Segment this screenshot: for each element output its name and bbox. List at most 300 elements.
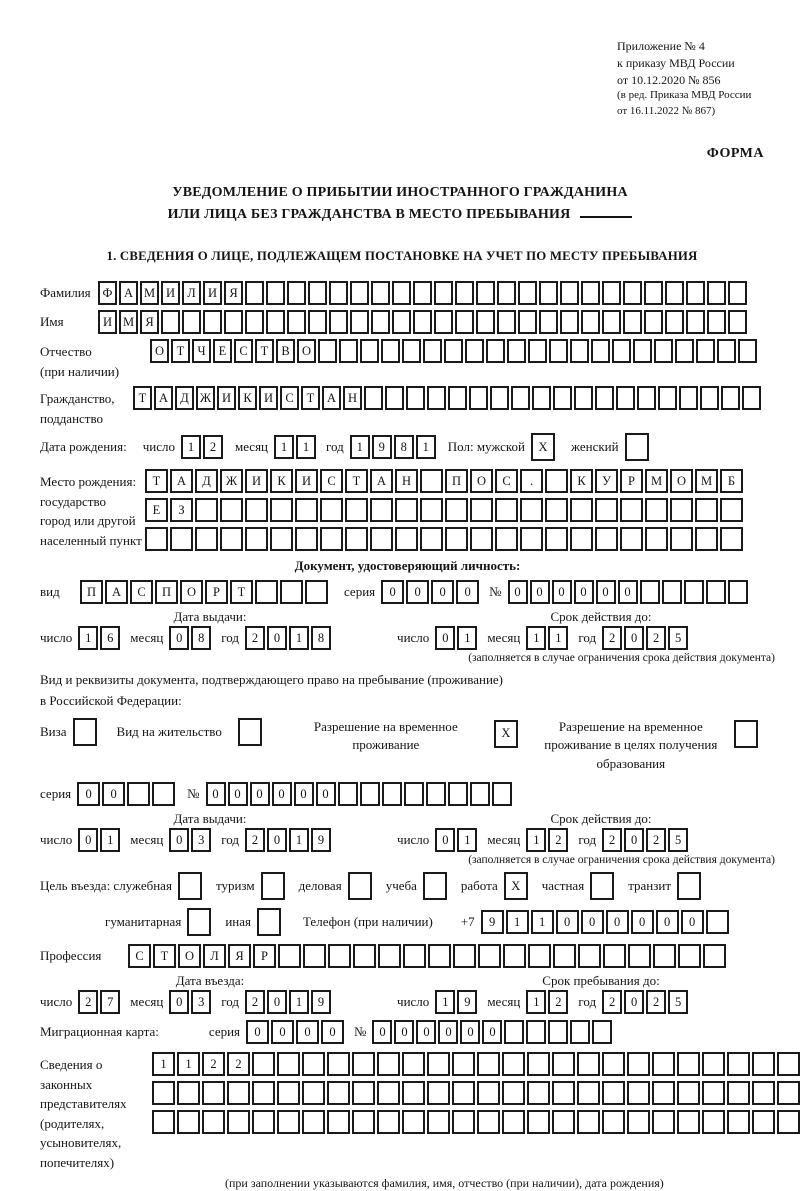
- char-cell[interactable]: [423, 872, 447, 900]
- char-cell[interactable]: [378, 944, 401, 968]
- char-cell[interactable]: А: [154, 386, 173, 410]
- char-cell[interactable]: 9: [457, 990, 477, 1014]
- char-cell[interactable]: [470, 498, 493, 522]
- representatives-field-row2[interactable]: [152, 1081, 802, 1105]
- doc-number-field[interactable]: [508, 580, 750, 604]
- char-cell[interactable]: 0: [228, 782, 248, 806]
- firstname-field[interactable]: [98, 310, 749, 334]
- char-cell[interactable]: [560, 310, 579, 334]
- char-cell[interactable]: [238, 718, 262, 746]
- char-cell[interactable]: 0: [394, 1020, 414, 1044]
- char-cell[interactable]: [338, 782, 358, 806]
- char-cell[interactable]: 0: [624, 828, 644, 852]
- char-cell[interactable]: 1: [416, 435, 436, 459]
- char-cell[interactable]: [308, 281, 327, 305]
- char-cell[interactable]: [327, 1081, 350, 1105]
- char-cell[interactable]: [495, 527, 518, 551]
- char-cell[interactable]: [266, 310, 285, 334]
- char-cell[interactable]: [591, 339, 610, 363]
- doc-valid-day-field[interactable]: [435, 626, 479, 650]
- char-cell[interactable]: [127, 782, 150, 806]
- char-cell[interactable]: [777, 1052, 800, 1076]
- char-cell[interactable]: [602, 1052, 625, 1076]
- char-cell[interactable]: [308, 310, 327, 334]
- char-cell[interactable]: [266, 281, 285, 305]
- char-cell[interactable]: 0: [169, 990, 189, 1014]
- surname-field[interactable]: [98, 281, 749, 305]
- char-cell[interactable]: [616, 386, 635, 410]
- char-cell[interactable]: 9: [481, 910, 504, 934]
- char-cell[interactable]: 2: [245, 990, 265, 1014]
- char-cell[interactable]: 1: [526, 626, 546, 650]
- char-cell[interactable]: В: [276, 339, 295, 363]
- char-cell[interactable]: X: [494, 720, 518, 748]
- char-cell[interactable]: X: [504, 872, 528, 900]
- char-cell[interactable]: 1: [435, 990, 455, 1014]
- char-cell[interactable]: [413, 281, 432, 305]
- char-cell[interactable]: [640, 580, 660, 604]
- char-cell[interactable]: [382, 782, 402, 806]
- visa-checkbox[interactable]: [73, 718, 99, 746]
- char-cell[interactable]: 8: [311, 626, 331, 650]
- char-cell[interactable]: [678, 944, 701, 968]
- char-cell[interactable]: [502, 1081, 525, 1105]
- char-cell[interactable]: [328, 944, 351, 968]
- char-cell[interactable]: 0: [456, 580, 479, 604]
- char-cell[interactable]: [623, 310, 642, 334]
- char-cell[interactable]: [252, 1052, 275, 1076]
- char-cell[interactable]: [507, 339, 526, 363]
- char-cell[interactable]: [553, 944, 576, 968]
- doc-issue-day-field[interactable]: [78, 626, 122, 650]
- doc-issue-month-field[interactable]: [169, 626, 213, 650]
- char-cell[interactable]: [738, 339, 757, 363]
- entry-month-field[interactable]: [169, 990, 213, 1014]
- res-valid-day-field[interactable]: [435, 828, 479, 852]
- char-cell[interactable]: 1: [296, 435, 316, 459]
- entry-year-field[interactable]: [245, 990, 333, 1014]
- char-cell[interactable]: [360, 782, 380, 806]
- char-cell[interactable]: Т: [171, 339, 190, 363]
- char-cell[interactable]: [570, 498, 593, 522]
- char-cell[interactable]: И: [217, 386, 236, 410]
- char-cell[interactable]: [527, 1052, 550, 1076]
- res-issue-year-field[interactable]: [245, 828, 333, 852]
- sex-female-checkbox[interactable]: [625, 433, 651, 461]
- char-cell[interactable]: [511, 386, 530, 410]
- char-cell[interactable]: [452, 1110, 475, 1134]
- char-cell[interactable]: 9: [311, 828, 331, 852]
- char-cell[interactable]: 0: [552, 580, 572, 604]
- char-cell[interactable]: [545, 498, 568, 522]
- char-cell[interactable]: [261, 872, 285, 900]
- char-cell[interactable]: [734, 720, 758, 748]
- char-cell[interactable]: 9: [372, 435, 392, 459]
- char-cell[interactable]: [552, 1110, 575, 1134]
- char-cell[interactable]: 2: [202, 1052, 225, 1076]
- char-cell[interactable]: М: [119, 310, 138, 334]
- char-cell[interactable]: [295, 498, 318, 522]
- char-cell[interactable]: [578, 944, 601, 968]
- char-cell[interactable]: 1: [181, 435, 201, 459]
- purpose-study-checkbox[interactable]: [423, 872, 449, 900]
- char-cell[interactable]: [224, 310, 243, 334]
- char-cell[interactable]: [182, 310, 201, 334]
- char-cell[interactable]: [195, 527, 218, 551]
- char-cell[interactable]: 0: [316, 782, 336, 806]
- mig-number-field[interactable]: [372, 1020, 614, 1044]
- char-cell[interactable]: 8: [191, 626, 211, 650]
- char-cell[interactable]: 0: [431, 580, 454, 604]
- char-cell[interactable]: [428, 944, 451, 968]
- char-cell[interactable]: [320, 498, 343, 522]
- residence-permit-checkbox[interactable]: [238, 718, 264, 746]
- stay-year-field[interactable]: [602, 990, 690, 1014]
- char-cell[interactable]: П: [445, 469, 468, 493]
- char-cell[interactable]: [628, 944, 651, 968]
- char-cell[interactable]: [679, 386, 698, 410]
- char-cell[interactable]: 1: [531, 910, 554, 934]
- char-cell[interactable]: [352, 1052, 375, 1076]
- birth-year-field[interactable]: [350, 435, 438, 459]
- char-cell[interactable]: [645, 527, 668, 551]
- char-cell[interactable]: [720, 527, 743, 551]
- char-cell[interactable]: [302, 1081, 325, 1105]
- purpose-business-checkbox[interactable]: [178, 872, 204, 900]
- char-cell[interactable]: 2: [602, 990, 622, 1014]
- char-cell[interactable]: Ж: [220, 469, 243, 493]
- char-cell[interactable]: [245, 498, 268, 522]
- res-valid-month-field[interactable]: [526, 828, 570, 852]
- char-cell[interactable]: [662, 580, 682, 604]
- char-cell[interactable]: 0: [435, 828, 455, 852]
- birthplace-field-row1[interactable]: [145, 469, 745, 493]
- char-cell[interactable]: [350, 310, 369, 334]
- char-cell[interactable]: 0: [169, 828, 189, 852]
- char-cell[interactable]: С: [128, 944, 151, 968]
- char-cell[interactable]: [595, 386, 614, 410]
- char-cell[interactable]: [420, 527, 443, 551]
- char-cell[interactable]: [653, 944, 676, 968]
- char-cell[interactable]: [423, 339, 442, 363]
- char-cell[interactable]: 1: [78, 626, 98, 650]
- char-cell[interactable]: [455, 310, 474, 334]
- char-cell[interactable]: [370, 498, 393, 522]
- char-cell[interactable]: [574, 386, 593, 410]
- char-cell[interactable]: Я: [228, 944, 251, 968]
- char-cell[interactable]: 2: [203, 435, 223, 459]
- char-cell[interactable]: [677, 1110, 700, 1134]
- char-cell[interactable]: 0: [267, 990, 287, 1014]
- char-cell[interactable]: [623, 281, 642, 305]
- char-cell[interactable]: [287, 310, 306, 334]
- doc-valid-year-field[interactable]: [602, 626, 690, 650]
- char-cell[interactable]: [603, 944, 626, 968]
- char-cell[interactable]: 0: [267, 626, 287, 650]
- char-cell[interactable]: [395, 498, 418, 522]
- char-cell[interactable]: [402, 1052, 425, 1076]
- char-cell[interactable]: 0: [530, 580, 550, 604]
- char-cell[interactable]: [465, 339, 484, 363]
- char-cell[interactable]: 2: [602, 626, 622, 650]
- temp-residence-checkbox[interactable]: [494, 720, 520, 748]
- char-cell[interactable]: 0: [656, 910, 679, 934]
- char-cell[interactable]: [602, 310, 621, 334]
- char-cell[interactable]: 0: [435, 626, 455, 650]
- char-cell[interactable]: [377, 1081, 400, 1105]
- char-cell[interactable]: [280, 580, 303, 604]
- char-cell[interactable]: [518, 281, 537, 305]
- char-cell[interactable]: 2: [548, 990, 568, 1014]
- char-cell[interactable]: К: [270, 469, 293, 493]
- char-cell[interactable]: [577, 1052, 600, 1076]
- char-cell[interactable]: И: [203, 281, 222, 305]
- char-cell[interactable]: [277, 1110, 300, 1134]
- char-cell[interactable]: [427, 386, 446, 410]
- char-cell[interactable]: [637, 386, 656, 410]
- char-cell[interactable]: [528, 339, 547, 363]
- char-cell[interactable]: [686, 310, 705, 334]
- char-cell[interactable]: [476, 310, 495, 334]
- char-cell[interactable]: [700, 386, 719, 410]
- char-cell[interactable]: [665, 310, 684, 334]
- char-cell[interactable]: [702, 1110, 725, 1134]
- char-cell[interactable]: [152, 782, 175, 806]
- char-cell[interactable]: [528, 944, 551, 968]
- char-cell[interactable]: [453, 944, 476, 968]
- char-cell[interactable]: [728, 310, 747, 334]
- char-cell[interactable]: [352, 1081, 375, 1105]
- char-cell[interactable]: [371, 281, 390, 305]
- char-cell[interactable]: [177, 1081, 200, 1105]
- char-cell[interactable]: П: [80, 580, 103, 604]
- char-cell[interactable]: [370, 527, 393, 551]
- mig-series-field[interactable]: [246, 1020, 346, 1044]
- char-cell[interactable]: [742, 386, 761, 410]
- char-cell[interactable]: 1: [289, 626, 309, 650]
- char-cell[interactable]: 6: [100, 626, 120, 650]
- char-cell[interactable]: 0: [272, 782, 292, 806]
- char-cell[interactable]: 0: [631, 910, 654, 934]
- char-cell[interactable]: [670, 498, 693, 522]
- char-cell[interactable]: 1: [526, 990, 546, 1014]
- char-cell[interactable]: [203, 310, 222, 334]
- char-cell[interactable]: З: [170, 498, 193, 522]
- char-cell[interactable]: 0: [624, 990, 644, 1014]
- doc-kind-field[interactable]: [80, 580, 330, 604]
- purpose-commercial-checkbox[interactable]: [348, 872, 374, 900]
- char-cell[interactable]: [348, 872, 372, 900]
- purpose-humanitarian-checkbox[interactable]: [187, 908, 213, 936]
- char-cell[interactable]: [658, 386, 677, 410]
- char-cell[interactable]: [490, 386, 509, 410]
- char-cell[interactable]: [777, 1081, 800, 1105]
- char-cell[interactable]: [644, 281, 663, 305]
- char-cell[interactable]: [602, 1081, 625, 1105]
- char-cell[interactable]: [527, 1110, 550, 1134]
- char-cell[interactable]: [703, 944, 726, 968]
- char-cell[interactable]: [202, 1110, 225, 1134]
- char-cell[interactable]: С: [495, 469, 518, 493]
- char-cell[interactable]: 2: [646, 828, 666, 852]
- char-cell[interactable]: [717, 339, 736, 363]
- char-cell[interactable]: [470, 527, 493, 551]
- char-cell[interactable]: [696, 339, 715, 363]
- char-cell[interactable]: А: [105, 580, 128, 604]
- char-cell[interactable]: [492, 782, 512, 806]
- profession-field[interactable]: [128, 944, 728, 968]
- char-cell[interactable]: Л: [203, 944, 226, 968]
- char-cell[interactable]: [504, 1020, 524, 1044]
- char-cell[interactable]: [727, 1052, 750, 1076]
- char-cell[interactable]: [728, 281, 747, 305]
- char-cell[interactable]: Р: [620, 469, 643, 493]
- res-issue-day-field[interactable]: [78, 828, 122, 852]
- char-cell[interactable]: Р: [253, 944, 276, 968]
- char-cell[interactable]: М: [645, 469, 668, 493]
- char-cell[interactable]: 0: [618, 580, 638, 604]
- char-cell[interactable]: [360, 339, 379, 363]
- char-cell[interactable]: [502, 1110, 525, 1134]
- char-cell[interactable]: [178, 872, 202, 900]
- char-cell[interactable]: [728, 580, 748, 604]
- char-cell[interactable]: [752, 1081, 775, 1105]
- char-cell[interactable]: [592, 1020, 612, 1044]
- char-cell[interactable]: [270, 527, 293, 551]
- char-cell[interactable]: [539, 310, 558, 334]
- representatives-field-row3[interactable]: [152, 1110, 802, 1134]
- char-cell[interactable]: Т: [345, 469, 368, 493]
- char-cell[interactable]: [549, 339, 568, 363]
- char-cell[interactable]: [278, 944, 301, 968]
- char-cell[interactable]: [73, 718, 97, 746]
- char-cell[interactable]: [170, 527, 193, 551]
- char-cell[interactable]: 5: [668, 990, 688, 1014]
- char-cell[interactable]: [227, 1110, 250, 1134]
- char-cell[interactable]: [302, 1052, 325, 1076]
- char-cell[interactable]: Л: [182, 281, 201, 305]
- char-cell[interactable]: [527, 1081, 550, 1105]
- representatives-field-row1[interactable]: [152, 1052, 802, 1076]
- char-cell[interactable]: [152, 1110, 175, 1134]
- char-cell[interactable]: [252, 1081, 275, 1105]
- char-cell[interactable]: 0: [556, 910, 579, 934]
- char-cell[interactable]: [752, 1052, 775, 1076]
- char-cell[interactable]: 3: [191, 990, 211, 1014]
- char-cell[interactable]: 1: [289, 990, 309, 1014]
- res-valid-year-field[interactable]: [602, 828, 690, 852]
- char-cell[interactable]: Т: [153, 944, 176, 968]
- char-cell[interactable]: 8: [394, 435, 414, 459]
- char-cell[interactable]: [520, 498, 543, 522]
- char-cell[interactable]: [702, 1081, 725, 1105]
- char-cell[interactable]: [444, 339, 463, 363]
- edu-residence-checkbox[interactable]: [734, 720, 760, 748]
- doc-valid-month-field[interactable]: [526, 626, 570, 650]
- char-cell[interactable]: [270, 498, 293, 522]
- purpose-work-checkbox[interactable]: [504, 872, 530, 900]
- char-cell[interactable]: 2: [646, 626, 666, 650]
- char-cell[interactable]: 0: [250, 782, 270, 806]
- char-cell[interactable]: С: [280, 386, 299, 410]
- char-cell[interactable]: О: [670, 469, 693, 493]
- char-cell[interactable]: Т: [255, 339, 274, 363]
- char-cell[interactable]: [413, 310, 432, 334]
- char-cell[interactable]: Т: [145, 469, 168, 493]
- char-cell[interactable]: [486, 339, 505, 363]
- char-cell[interactable]: [625, 433, 649, 461]
- char-cell[interactable]: Ч: [192, 339, 211, 363]
- char-cell[interactable]: [302, 1110, 325, 1134]
- char-cell[interactable]: [707, 281, 726, 305]
- char-cell[interactable]: 0: [246, 1020, 269, 1044]
- char-cell[interactable]: [539, 281, 558, 305]
- char-cell[interactable]: [350, 281, 369, 305]
- char-cell[interactable]: С: [320, 469, 343, 493]
- char-cell[interactable]: [602, 281, 621, 305]
- phone-field[interactable]: [481, 910, 731, 934]
- char-cell[interactable]: [645, 498, 668, 522]
- char-cell[interactable]: [652, 1110, 675, 1134]
- char-cell[interactable]: 5: [668, 626, 688, 650]
- char-cell[interactable]: [202, 1081, 225, 1105]
- char-cell[interactable]: 1: [289, 828, 309, 852]
- char-cell[interactable]: [560, 281, 579, 305]
- char-cell[interactable]: С: [234, 339, 253, 363]
- char-cell[interactable]: 0: [294, 782, 314, 806]
- char-cell[interactable]: [570, 339, 589, 363]
- char-cell[interactable]: 0: [102, 782, 125, 806]
- char-cell[interactable]: 1: [100, 828, 120, 852]
- char-cell[interactable]: У: [595, 469, 618, 493]
- char-cell[interactable]: [476, 281, 495, 305]
- char-cell[interactable]: [327, 1110, 350, 1134]
- char-cell[interactable]: [545, 469, 568, 493]
- char-cell[interactable]: [161, 310, 180, 334]
- char-cell[interactable]: [695, 527, 718, 551]
- char-cell[interactable]: Ф: [98, 281, 117, 305]
- char-cell[interactable]: [392, 310, 411, 334]
- char-cell[interactable]: 0: [681, 910, 704, 934]
- char-cell[interactable]: [427, 1081, 450, 1105]
- char-cell[interactable]: [570, 1020, 590, 1044]
- char-cell[interactable]: 9: [311, 990, 331, 1014]
- char-cell[interactable]: [620, 527, 643, 551]
- char-cell[interactable]: [684, 580, 704, 604]
- char-cell[interactable]: Р: [205, 580, 228, 604]
- char-cell[interactable]: [581, 281, 600, 305]
- char-cell[interactable]: [670, 527, 693, 551]
- char-cell[interactable]: 0: [267, 828, 287, 852]
- char-cell[interactable]: [727, 1110, 750, 1134]
- stay-day-field[interactable]: [435, 990, 479, 1014]
- char-cell[interactable]: [477, 1110, 500, 1134]
- doc-issue-year-field[interactable]: [245, 626, 333, 650]
- char-cell[interactable]: 0: [206, 782, 226, 806]
- char-cell[interactable]: [381, 339, 400, 363]
- char-cell[interactable]: Я: [140, 310, 159, 334]
- char-cell[interactable]: П: [155, 580, 178, 604]
- char-cell[interactable]: Т: [301, 386, 320, 410]
- char-cell[interactable]: [644, 310, 663, 334]
- char-cell[interactable]: [602, 1110, 625, 1134]
- char-cell[interactable]: 0: [78, 828, 98, 852]
- char-cell[interactable]: [577, 1081, 600, 1105]
- char-cell[interactable]: [364, 386, 383, 410]
- char-cell[interactable]: [497, 310, 516, 334]
- char-cell[interactable]: О: [178, 944, 201, 968]
- char-cell[interactable]: [403, 944, 426, 968]
